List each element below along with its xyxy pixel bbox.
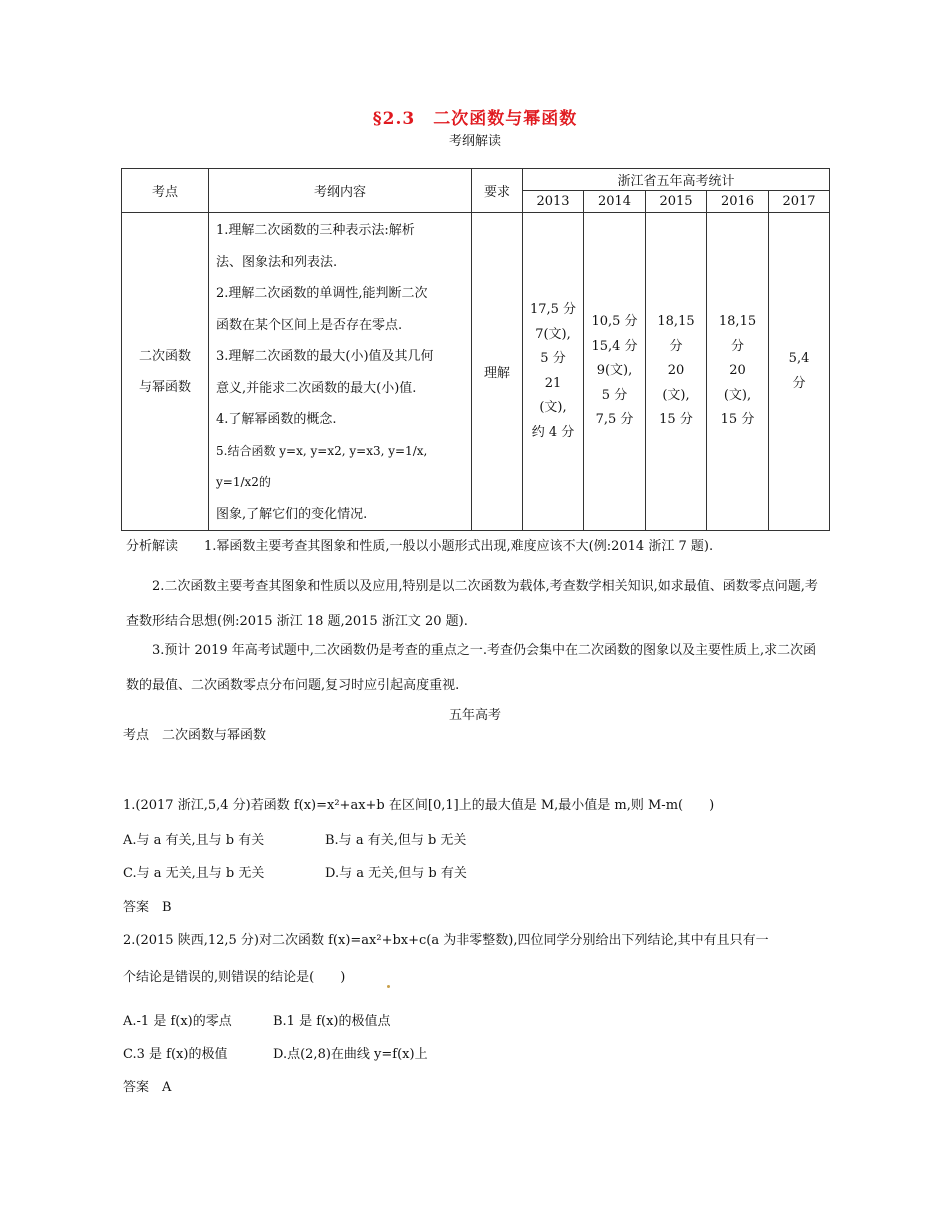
content-line: 1.理解二次函数的三种表示法:解析 [216,223,415,238]
year-2014: 2014 [584,191,646,213]
stat-line: 7(文), [535,326,571,342]
stat-line: 10,5 分 [591,314,638,330]
analysis-2: 2.二次函数主要考查其图象和性质以及应用,特别是以二次函数为载体,考查数学相关知识,如求最值、函数零点问题,考查数形结合思想(例:2015 浙江 18 题,2015 浙江文 20 题). [126,579,818,629]
ink-dot [387,985,390,988]
cell-2013 [523,213,584,531]
stat-line: 5,4 [788,351,810,366]
stat-line: (文), [723,387,752,403]
point-line: 与幂函数 [138,379,191,395]
q2-option-a: A.-1 是 f(x)的零点 [123,1014,232,1029]
stat-line: 15 分 [659,412,693,428]
q1-option-a: A.与 a 有关,且与 b 有关 [123,833,265,848]
year-2015: 2015 [646,191,707,213]
header-point: 考点 [122,169,209,213]
content-line: 图象,了解它们的变化情况. [216,506,368,522]
syllabus-table [121,168,830,531]
q1-stem: 1.(2017 浙江,5,4 分)若函数 f(x)=x²+ax+b 在区间[0,1]上的最大值是 M,最小值是 m,则 M-m( ) [123,798,715,813]
content-line: 5.结合函数 y=x, y=x2, y=x3, y=1/x, y=1/x2的 [216,443,428,489]
q2-option-b: B.1 是 f(x)的极值点 [273,1014,391,1029]
stat-line: 15 分 [720,412,755,428]
q2-stem-2: 个结论是错误的,则错误的结论是( ) [123,970,346,985]
stat-line: 约 4 分 [531,424,575,440]
q1-answer: 答案 B [123,900,172,915]
cell-2017 [769,213,830,531]
content-line: 函数在某个区间上是否存在零点. [216,317,403,333]
stat-line: 分 [792,375,806,391]
cell-requirement: 理解 [472,213,523,531]
topic-heading: 考点 二次函数与幂函数 [123,728,267,743]
stat-line: 20 [667,363,685,379]
table-caption: 考纲解读 [448,134,501,149]
stat-line: (文), [662,387,690,403]
year-2017: 2017 [769,191,830,213]
stat-line: 18,15 [657,314,695,330]
header-stats: 浙江省五年高考统计 [523,169,830,191]
q2-answer: 答案 A [123,1080,172,1095]
point-line: 二次函数 [138,348,191,364]
q2-option-d: D.点(2,8)在曲线 y=f(x)上 [273,1047,428,1062]
q1-option-c: C.与 a 无关,且与 b 无关 [123,866,265,881]
stat-line: 20 [729,363,746,379]
analysis-1: 分析解读 1.幂函数主要考查其图象和性质,一般以小题形式出现,难度应该不大(例:2014 浙江 7 题). [126,539,714,554]
q2-stem-1: 2.(2015 陕西,12,5 分)对二次函数 f(x)=ax²+bx+c(a 为非零整数),四位同学分别给出下列结论,其中有且只有一 [123,933,769,948]
q1-option-d: D.与 a 无关,但与 b 有关 [325,866,467,881]
cell-2015 [646,213,707,531]
cell-content [209,213,472,531]
q2-option-c: C.3 是 f(x)的极值 [123,1047,228,1062]
cell-point [122,213,209,531]
year-2016: 2016 [707,191,769,213]
stat-line: 17,5 分 [529,302,577,317]
header-requirement: 要求 [472,169,523,213]
stat-line: 9(文), [596,363,633,379]
content-line: 意义,并能求二次函数的最大(小)值. [216,380,417,396]
header-content: 考纲内容 [209,169,472,213]
stat-line: 5 分 [601,387,628,403]
stat-line: 21 [544,375,562,391]
page-title: §2.3 二次函数与幂函数 [372,109,578,129]
analysis-3: 3.预计 2019 年高考试题中,二次函数仍是考查的重点之一.考查仍会集中在二次函数的图象以及主要性质上,求二次函数的最值、二次函数零点分布问题,复习时应引起高度重视. [126,643,817,693]
year-2013: 2013 [523,191,584,213]
stat-line: 分 [669,338,683,354]
section-title: 五年高考 [448,708,501,723]
stat-line: (文), [539,400,567,415]
stat-line: 5 分 [540,351,566,366]
stat-line: 18,15 [718,314,757,330]
content-line: 3.理解二次函数的最大(小)值及其几何 [216,349,434,364]
content-line: 4.了解幂函数的概念. [216,412,337,427]
stat-line: 7,5 分 [595,412,634,428]
cell-2014 [584,213,646,531]
content-line: 2.理解二次函数的单调性,能判断二次 [216,286,428,301]
content-line: 法、图象法和列表法. [216,254,338,270]
stat-line: 分 [730,338,744,354]
q1-option-b: B.与 a 有关,但与 b 无关 [325,833,467,848]
stat-line: 15,4 分 [591,338,638,354]
cell-2016 [707,213,769,531]
